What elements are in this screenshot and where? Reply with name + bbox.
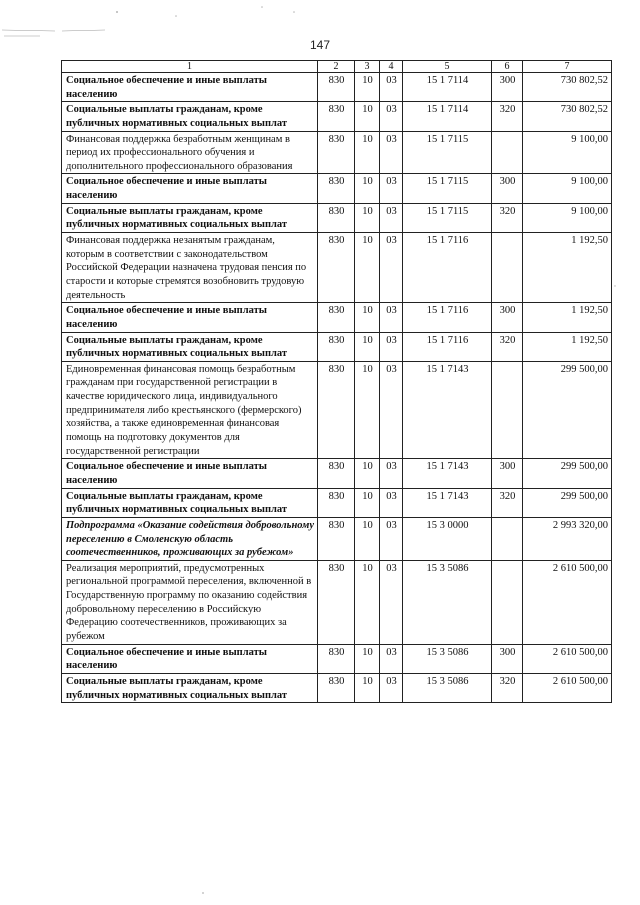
expense-type-code-cell: 300: [492, 303, 523, 332]
target-item-code-cell: 15 1 7116: [403, 233, 492, 303]
amount-cell: 1 192,50: [523, 332, 612, 361]
target-item-code-cell: 15 1 7143: [403, 459, 492, 488]
expense-type-code-cell: 320: [492, 488, 523, 517]
expense-type-code-cell: 300: [492, 459, 523, 488]
scan-speck: [614, 285, 615, 286]
description-cell: Финансовая поддержка безработным женщинам в период их профессионального обучения и дополнительного профессионального образования: [62, 131, 318, 174]
subsection-code-cell: 03: [380, 673, 403, 702]
table-row: [62, 560, 612, 644]
scan-speck: [202, 892, 204, 894]
administrator-code-cell: 830: [318, 673, 355, 702]
description-cell: Социальные выплаты гражданам, кроме публичных нормативных социальных выплат: [62, 203, 318, 232]
description-cell: Социальное обеспечение и иные выплаты населению: [62, 644, 318, 673]
budget-table: [61, 60, 612, 703]
section-code-cell: 10: [355, 488, 380, 517]
description-cell: Единовременная финансовая помощь безработным гражданам при государственной регистрации в качестве юридического лица, индивидуального предпринимателя либо крестьянского (фермерского) хозяйства, а также единовременная финансовая помощь на подготовку документов для государственной регистрации: [62, 361, 318, 458]
section-code-cell: 10: [355, 131, 380, 174]
section-code-cell: 10: [355, 459, 380, 488]
table-row: [62, 102, 612, 131]
section-code-cell: 10: [355, 203, 380, 232]
subsection-code-cell: 03: [380, 303, 403, 332]
expense-type-code-cell: 300: [492, 644, 523, 673]
administrator-code-cell: 830: [318, 73, 355, 102]
table-row: [62, 488, 612, 517]
administrator-code-cell: 830: [318, 644, 355, 673]
subsection-code-cell: 03: [380, 203, 403, 232]
amount-cell: 9 100,00: [523, 203, 612, 232]
amount-cell: 2 610 500,00: [523, 644, 612, 673]
description-cell: Социальное обеспечение и иные выплаты населению: [62, 303, 318, 332]
section-code-cell: 10: [355, 233, 380, 303]
section-code-cell: 10: [355, 73, 380, 102]
table-row: [62, 644, 612, 673]
subsection-code-cell: 03: [380, 233, 403, 303]
subsection-code-cell: 03: [380, 488, 403, 517]
table-row: [62, 174, 612, 203]
expense-type-code-cell: [492, 560, 523, 644]
administrator-code-cell: 830: [318, 560, 355, 644]
target-item-code-cell: 15 1 7114: [403, 102, 492, 131]
expense-type-code-cell: [492, 517, 523, 560]
table-row: [62, 131, 612, 174]
table-row: [62, 673, 612, 702]
amount-cell: 299 500,00: [523, 361, 612, 458]
amount-cell: 730 802,52: [523, 73, 612, 102]
administrator-code-cell: 830: [318, 233, 355, 303]
target-item-code-cell: 15 1 7114: [403, 73, 492, 102]
expense-type-code-cell: 320: [492, 332, 523, 361]
administrator-code-cell: 830: [318, 131, 355, 174]
expense-type-code-cell: 320: [492, 102, 523, 131]
section-code-cell: 10: [355, 332, 380, 361]
target-item-code-cell: 15 1 7143: [403, 488, 492, 517]
description-cell: Социальные выплаты гражданам, кроме публичных нормативных социальных выплат: [62, 488, 318, 517]
target-item-code-cell: 15 1 7143: [403, 361, 492, 458]
header-cell: 4: [380, 61, 403, 73]
amount-cell: 1 192,50: [523, 233, 612, 303]
amount-cell: 2 610 500,00: [523, 673, 612, 702]
amount-cell: 2 610 500,00: [523, 560, 612, 644]
target-item-code-cell: 15 3 5086: [403, 673, 492, 702]
section-code-cell: 10: [355, 644, 380, 673]
scan-mark: [62, 30, 105, 31]
table-row: [62, 73, 612, 102]
section-code-cell: 10: [355, 517, 380, 560]
subsection-code-cell: 03: [380, 131, 403, 174]
target-item-code-cell: 15 3 5086: [403, 560, 492, 644]
header-cell: 2: [318, 61, 355, 73]
table-row: [62, 517, 612, 560]
administrator-code-cell: 830: [318, 459, 355, 488]
header-cell: 6: [492, 61, 523, 73]
section-code-cell: 10: [355, 102, 380, 131]
scan-speck: [261, 6, 263, 8]
header-row: [62, 61, 612, 73]
header-cell: 7: [523, 61, 612, 73]
scan-mark: [2, 30, 55, 31]
subsection-code-cell: 03: [380, 361, 403, 458]
amount-cell: 299 500,00: [523, 488, 612, 517]
expense-type-code-cell: 300: [492, 73, 523, 102]
expense-type-code-cell: [492, 131, 523, 174]
administrator-code-cell: 830: [318, 303, 355, 332]
administrator-code-cell: 830: [318, 332, 355, 361]
administrator-code-cell: 830: [318, 102, 355, 131]
description-cell: Социальные выплаты гражданам, кроме публичных нормативных социальных выплат: [62, 102, 318, 131]
table-row: [62, 203, 612, 232]
amount-cell: 9 100,00: [523, 131, 612, 174]
subsection-code-cell: 03: [380, 560, 403, 644]
description-cell: Финансовая поддержка незанятым гражданам, которым в соответствии с законодательством Российской Федерации назначена трудовая пенсия по старости и которые стремятся возобновить трудовую деятельность: [62, 233, 318, 303]
table-row: [62, 233, 612, 303]
header-cell: 3: [355, 61, 380, 73]
table-row: [62, 459, 612, 488]
description-cell: Социальное обеспечение и иные выплаты населению: [62, 174, 318, 203]
subsection-code-cell: 03: [380, 73, 403, 102]
table-row: [62, 332, 612, 361]
section-code-cell: 10: [355, 673, 380, 702]
target-item-code-cell: 15 1 7115: [403, 131, 492, 174]
amount-cell: 1 192,50: [523, 303, 612, 332]
table-row: [62, 303, 612, 332]
subsection-code-cell: 03: [380, 332, 403, 361]
administrator-code-cell: 830: [318, 517, 355, 560]
description-cell: Реализация мероприятий, предусмотренных региональной программой переселения, включенной в Государственную программу по оказанию содействия добровольному переселению в Российскую Федерацию соотечественников, проживающих за рубежом: [62, 560, 318, 644]
amount-cell: 2 993 320,00: [523, 517, 612, 560]
expense-type-code-cell: [492, 233, 523, 303]
target-item-code-cell: 15 1 7116: [403, 303, 492, 332]
amount-cell: 730 802,52: [523, 102, 612, 131]
header-cell: 1: [62, 61, 318, 73]
header-cell: 5: [403, 61, 492, 73]
description-cell: Социальное обеспечение и иные выплаты населению: [62, 459, 318, 488]
target-item-code-cell: 15 1 7115: [403, 203, 492, 232]
expense-type-code-cell: 320: [492, 673, 523, 702]
subsection-code-cell: 03: [380, 644, 403, 673]
subsection-code-cell: 03: [380, 102, 403, 131]
target-item-code-cell: 15 3 5086: [403, 644, 492, 673]
section-code-cell: 10: [355, 174, 380, 203]
expense-type-code-cell: 320: [492, 203, 523, 232]
section-code-cell: 10: [355, 303, 380, 332]
description-cell: Подпрограмма «Оказание содействия добровольному переселению в Смоленскую область соотечественников, проживающих за рубежом»: [62, 517, 318, 560]
target-item-code-cell: 15 1 7115: [403, 174, 492, 203]
expense-type-code-cell: 300: [492, 174, 523, 203]
target-item-code-cell: 15 1 7116: [403, 332, 492, 361]
expense-type-code-cell: [492, 361, 523, 458]
description-cell: Социальное обеспечение и иные выплаты населению: [62, 73, 318, 102]
description-cell: Социальные выплаты гражданам, кроме публичных нормативных социальных выплат: [62, 673, 318, 702]
page-number: 147: [309, 38, 331, 52]
target-item-code-cell: 15 3 0000: [403, 517, 492, 560]
table-row: [62, 361, 612, 458]
section-code-cell: 10: [355, 361, 380, 458]
scan-speck: [116, 11, 118, 13]
amount-cell: 9 100,00: [523, 174, 612, 203]
administrator-code-cell: 830: [318, 174, 355, 203]
section-code-cell: 10: [355, 560, 380, 644]
administrator-code-cell: 830: [318, 488, 355, 517]
subsection-code-cell: 03: [380, 517, 403, 560]
administrator-code-cell: 830: [318, 361, 355, 458]
amount-cell: 299 500,00: [523, 459, 612, 488]
scan-speck: [293, 11, 295, 13]
description-cell: Социальные выплаты гражданам, кроме публичных нормативных социальных выплат: [62, 332, 318, 361]
subsection-code-cell: 03: [380, 174, 403, 203]
administrator-code-cell: 830: [318, 203, 355, 232]
subsection-code-cell: 03: [380, 459, 403, 488]
scan-speck: [175, 15, 177, 17]
